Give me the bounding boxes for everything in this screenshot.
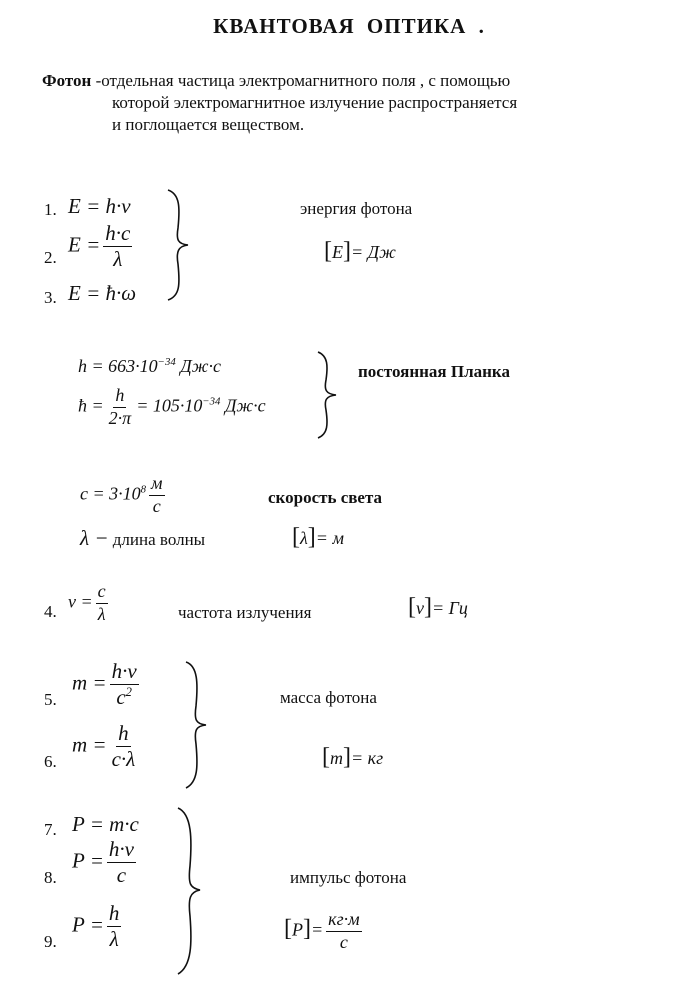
fraction-denominator: λ	[109, 927, 119, 952]
planck-h	[78, 356, 221, 377]
fraction-numerator: h·ν	[107, 838, 136, 863]
mass-unit-symbol: m	[330, 748, 343, 768]
fraction	[110, 722, 138, 771]
fraction-denominator: с	[152, 495, 161, 516]
fraction-denominator: с	[339, 931, 348, 952]
planck-hbar-unit: Дж·с	[220, 395, 266, 416]
formula-momentum-2	[72, 838, 139, 887]
speed-of-light-label: скорость света	[268, 488, 383, 507]
fraction-numerator: кг·м	[326, 910, 361, 932]
curly-brace-energy	[164, 188, 194, 302]
planck-hbar-rhs: = 105·10	[136, 395, 203, 416]
fraction	[103, 222, 132, 271]
fraction-denominator: λ	[113, 247, 123, 272]
planck-h-exponent: −34	[157, 356, 176, 368]
fraction-numerator: h	[107, 902, 122, 927]
formula-energy-3: E = ħ·ω	[68, 281, 137, 305]
formula-number-8: 8.	[44, 868, 57, 887]
fraction-denominator: λ	[97, 603, 106, 624]
planck-hbar	[78, 386, 266, 429]
formula-number-7: 7.	[44, 820, 57, 839]
fraction	[149, 474, 165, 517]
mass-1-den-base: c	[116, 685, 126, 710]
frequency-unit-value: = Гц	[432, 598, 468, 618]
formula-momentum-1: P = m·c	[72, 812, 139, 836]
fraction	[96, 582, 108, 625]
mass-1-lhs: m =	[72, 670, 107, 695]
formula-number-2: 2.	[44, 248, 57, 267]
formula-frequency	[68, 582, 111, 625]
momentum-unit-equals: =	[311, 919, 324, 940]
wavelength-unit-symbol: λ	[300, 528, 308, 548]
wavelength-label: длина волны	[108, 530, 206, 549]
frequency-unit: [ν]= Гц	[408, 594, 468, 620]
momentum-unit: [P]= $\frac{кг\cdot м}{с}$	[284, 909, 360, 952]
fraction-numerator: c	[96, 582, 108, 604]
mass-label: масса фотона	[280, 688, 377, 707]
formula-number-3: 3.	[44, 288, 57, 307]
fraction-denominator: c·λ	[111, 747, 136, 772]
speed-of-light-exponent: 8	[140, 483, 147, 496]
fraction-numerator: h	[113, 386, 126, 408]
curly-brace-planck	[314, 350, 342, 440]
frequency-lhs: ν =	[68, 591, 93, 612]
wavelength-unit-value: = м	[315, 528, 344, 548]
energy-unit: [E]= Дж	[324, 238, 396, 264]
fraction-numerator: h·c	[103, 222, 132, 247]
formula-mass-1	[72, 660, 142, 709]
fraction-denominator: 2·π	[108, 407, 132, 428]
fraction-numerator: м	[149, 474, 165, 496]
formula-energy-1: E = h·ν	[68, 194, 131, 218]
formula-energy-2-lhs: E =	[68, 232, 101, 257]
energy-unit-symbol: E	[332, 242, 343, 262]
frequency-unit-symbol: ν	[416, 598, 424, 618]
planck-hbar-exponent: −34	[202, 395, 221, 408]
planck-h-unit: Дж·с	[175, 356, 221, 376]
mass-unit: [m]= кг	[322, 744, 384, 770]
formula-energy-2	[68, 222, 135, 271]
definition-term: Фотон	[42, 71, 92, 90]
mass-unit-value: = кг	[351, 748, 384, 768]
formula-number-5: 5.	[44, 690, 57, 709]
planck-label: постоянная Планка	[358, 362, 510, 381]
fraction-denominator	[114, 685, 134, 709]
formula-number-1: 1.	[44, 200, 57, 219]
fraction-numerator: h·ν	[110, 660, 139, 685]
definition-line-2: которой электромагнитное излучение распространяется	[112, 93, 518, 112]
planck-hbar-lhs: ħ =	[78, 395, 104, 416]
energy-unit-value: = Дж	[351, 242, 396, 262]
speed-of-light-formula	[80, 474, 168, 517]
formula-mass-2	[72, 722, 140, 771]
fraction	[326, 910, 361, 953]
curly-brace-mass	[182, 660, 212, 790]
momentum-label: импульс фотона	[290, 868, 407, 887]
curly-brace-momentum	[174, 806, 206, 976]
formula-momentum-3	[72, 902, 124, 951]
definition-line-3: и поглощается веществом.	[112, 115, 305, 134]
fraction	[107, 386, 134, 429]
planck-h-lhs: h = 663·10	[78, 356, 158, 376]
photon-definition	[42, 70, 517, 136]
fraction-numerator: h	[116, 722, 131, 747]
formula-number-6: 6.	[44, 752, 57, 771]
wavelength-definition	[80, 526, 205, 551]
wavelength-symbol: λ −	[80, 526, 109, 550]
frequency-label: частота излучения	[178, 603, 312, 622]
energy-label: энергия фотона	[300, 199, 413, 218]
momentum-3-lhs: P =	[72, 912, 104, 937]
definition-line-1: -отдельная частица электромагнитного поля , с помощью	[91, 71, 511, 90]
fraction-denominator: c	[116, 863, 127, 888]
momentum-unit-symbol: P	[292, 919, 303, 940]
wavelength-unit: [λ]= м	[292, 524, 344, 550]
speed-of-light-lhs: c = 3·10	[80, 483, 141, 504]
fraction	[107, 902, 122, 951]
fraction	[110, 660, 139, 709]
page-title: КВАНТОВАЯ ОПТИКА .	[213, 14, 485, 38]
fraction	[107, 838, 136, 887]
formula-number-4: 4.	[44, 602, 57, 621]
momentum-2-lhs: P =	[72, 848, 104, 873]
mass-2-lhs: m =	[72, 732, 107, 757]
mass-1-den-exponent: 2	[125, 685, 132, 700]
formula-number-9: 9.	[44, 932, 57, 951]
